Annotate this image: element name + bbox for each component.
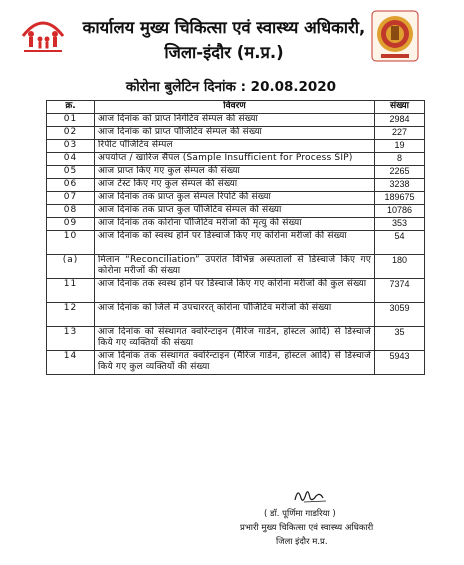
bulletin-title <box>120 77 342 95</box>
serial-cell: 14 <box>47 351 95 375</box>
serial-cell: 02 <box>47 127 95 140</box>
table-body <box>47 114 425 375</box>
table-row <box>47 255 425 279</box>
description-cell: आज दिनांक को संस्थागत क्वोरेन्टाइन (मैरिज गार्डन, होस्टल आदि) से डिस्चार्ज किये गए व्यक्तियों की संख्या <box>95 327 375 351</box>
description-cell: आज दिनांक को स्वस्थ होने पर डिस्चार्ज किए गए कोरोना मरीजों की संख्या <box>95 231 375 255</box>
bulletin-date: 20.08.2020 <box>250 79 337 95</box>
description-cell: आज दिनांक तक प्राप्त कुल सेम्पल रिपोर्ट की संख्या <box>95 192 375 205</box>
serial-cell: 04 <box>47 153 95 166</box>
serial-cell: 03 <box>47 140 95 153</box>
table-row <box>47 166 425 179</box>
signature-icon <box>292 484 332 506</box>
table-row <box>47 179 425 192</box>
count-cell: 8 <box>375 153 425 166</box>
family-welfare-logo-icon <box>20 14 66 58</box>
count-cell: 2265 <box>375 166 425 179</box>
description-cell: आज प्राप्त किए गए कुल सेम्पल की संख्या <box>95 166 375 179</box>
count-cell: 10786 <box>375 205 425 218</box>
serial-cell: 12 <box>47 303 95 327</box>
bulletin-label: कोरोना बुलेटिन दिनांक : <box>125 79 251 95</box>
count-cell: 353 <box>375 218 425 231</box>
count-cell: 35 <box>375 327 425 351</box>
description-cell: आज दिनांक तक संस्थागत क्वोरेन्टाइन (मैरिज गार्डन, होस्टल आदि) से डिस्चार्ज किये गए कुल व्यक्तियों की संख्या <box>95 351 375 375</box>
table-row <box>47 192 425 205</box>
bulletin-table <box>46 100 425 375</box>
description-cell: आज दिनांक को प्राप्त पॉजिटिव सेम्पल की संख्या <box>95 127 375 140</box>
count-cell: 2984 <box>375 114 425 127</box>
column-header-serial: क्र. <box>47 101 95 114</box>
district-title: जिला-इंदौर (म.प्र.) <box>164 43 284 62</box>
description-cell: आज दिनांक को प्राप्त निगेटिव सेम्पल की संख्या <box>95 114 375 127</box>
serial-cell: 08 <box>47 205 95 218</box>
count-cell: 54 <box>375 231 425 255</box>
serial-cell: 09 <box>47 218 95 231</box>
table-row <box>47 205 425 218</box>
table-row <box>47 231 425 255</box>
table-header-row <box>47 101 425 114</box>
description-cell: मिलान “Reconciliation” उपरांत विभिन्न अस्पतालों से डिस्चार्ज किए गए कोरोना मरीजों की संख्या <box>95 255 375 279</box>
description-cell: अपर्याप्त / खारिज सैंपल (Sample Insufficient for Process SIP) <box>95 153 375 166</box>
serial-cell: (a) <box>47 255 95 279</box>
serial-cell: 05 <box>47 166 95 179</box>
table-row <box>47 140 425 153</box>
serial-cell: 11 <box>47 279 95 303</box>
count-cell: 19 <box>375 140 425 153</box>
serial-cell: 07 <box>47 192 95 205</box>
table-row <box>47 351 425 375</box>
description-cell: आज दिनांक तक प्राप्त कुल पॉजिटिव सेम्पल की संख्या <box>95 205 375 218</box>
signatory-name: ( डॉ. पूर्णिमा गाडरिया ) <box>264 509 336 519</box>
serial-cell: 10 <box>47 231 95 255</box>
count-cell: 3059 <box>375 303 425 327</box>
serial-cell: 13 <box>47 327 95 351</box>
table-row <box>47 114 425 127</box>
table-row <box>47 279 425 303</box>
description-cell: आज दिनांक तक स्वस्थ होने पर डिस्चार्ज किए गए कोरोना मरीजों की कुल संख्या <box>95 279 375 303</box>
serial-cell: 01 <box>47 114 95 127</box>
count-cell: 189675 <box>375 192 425 205</box>
count-cell: 3238 <box>375 179 425 192</box>
description-cell: आज दिनांक तक कोरोना पॉजिटिव मरीजों की मृत्यु की संख्या <box>95 218 375 231</box>
count-cell: 7374 <box>375 279 425 303</box>
table-row <box>47 218 425 231</box>
table-row <box>47 127 425 140</box>
count-cell: 180 <box>375 255 425 279</box>
serial-cell: 06 <box>47 179 95 192</box>
description-cell: आज टेस्ट किए गए कुल सेम्पल की संख्या <box>95 179 375 192</box>
count-cell: 5943 <box>375 351 425 375</box>
column-header-count: संख्या <box>375 101 425 114</box>
column-header-description: विवरण <box>95 101 375 114</box>
signatory-location: जिला इंदौर म.प्र. <box>276 537 328 547</box>
signatory-designation: प्रभारी मुख्य चिकित्सा एवं स्वास्थ्य अधिकारी <box>240 523 374 533</box>
mp-government-emblem-icon <box>371 10 419 62</box>
table-row <box>47 153 425 166</box>
description-cell: रिपीट पॉजिटिव सेम्पल <box>95 140 375 153</box>
count-cell: 227 <box>375 127 425 140</box>
table-row <box>47 303 425 327</box>
table-row <box>47 327 425 351</box>
description-cell: आज दिनांक को जिले में उपचाररत् कोरोना पॉजिटिव मरीजों की संख्या <box>95 303 375 327</box>
office-title: कार्यालय मुख्य चिकित्सा एवं स्वास्थ्य अधिकारी, <box>82 18 366 37</box>
